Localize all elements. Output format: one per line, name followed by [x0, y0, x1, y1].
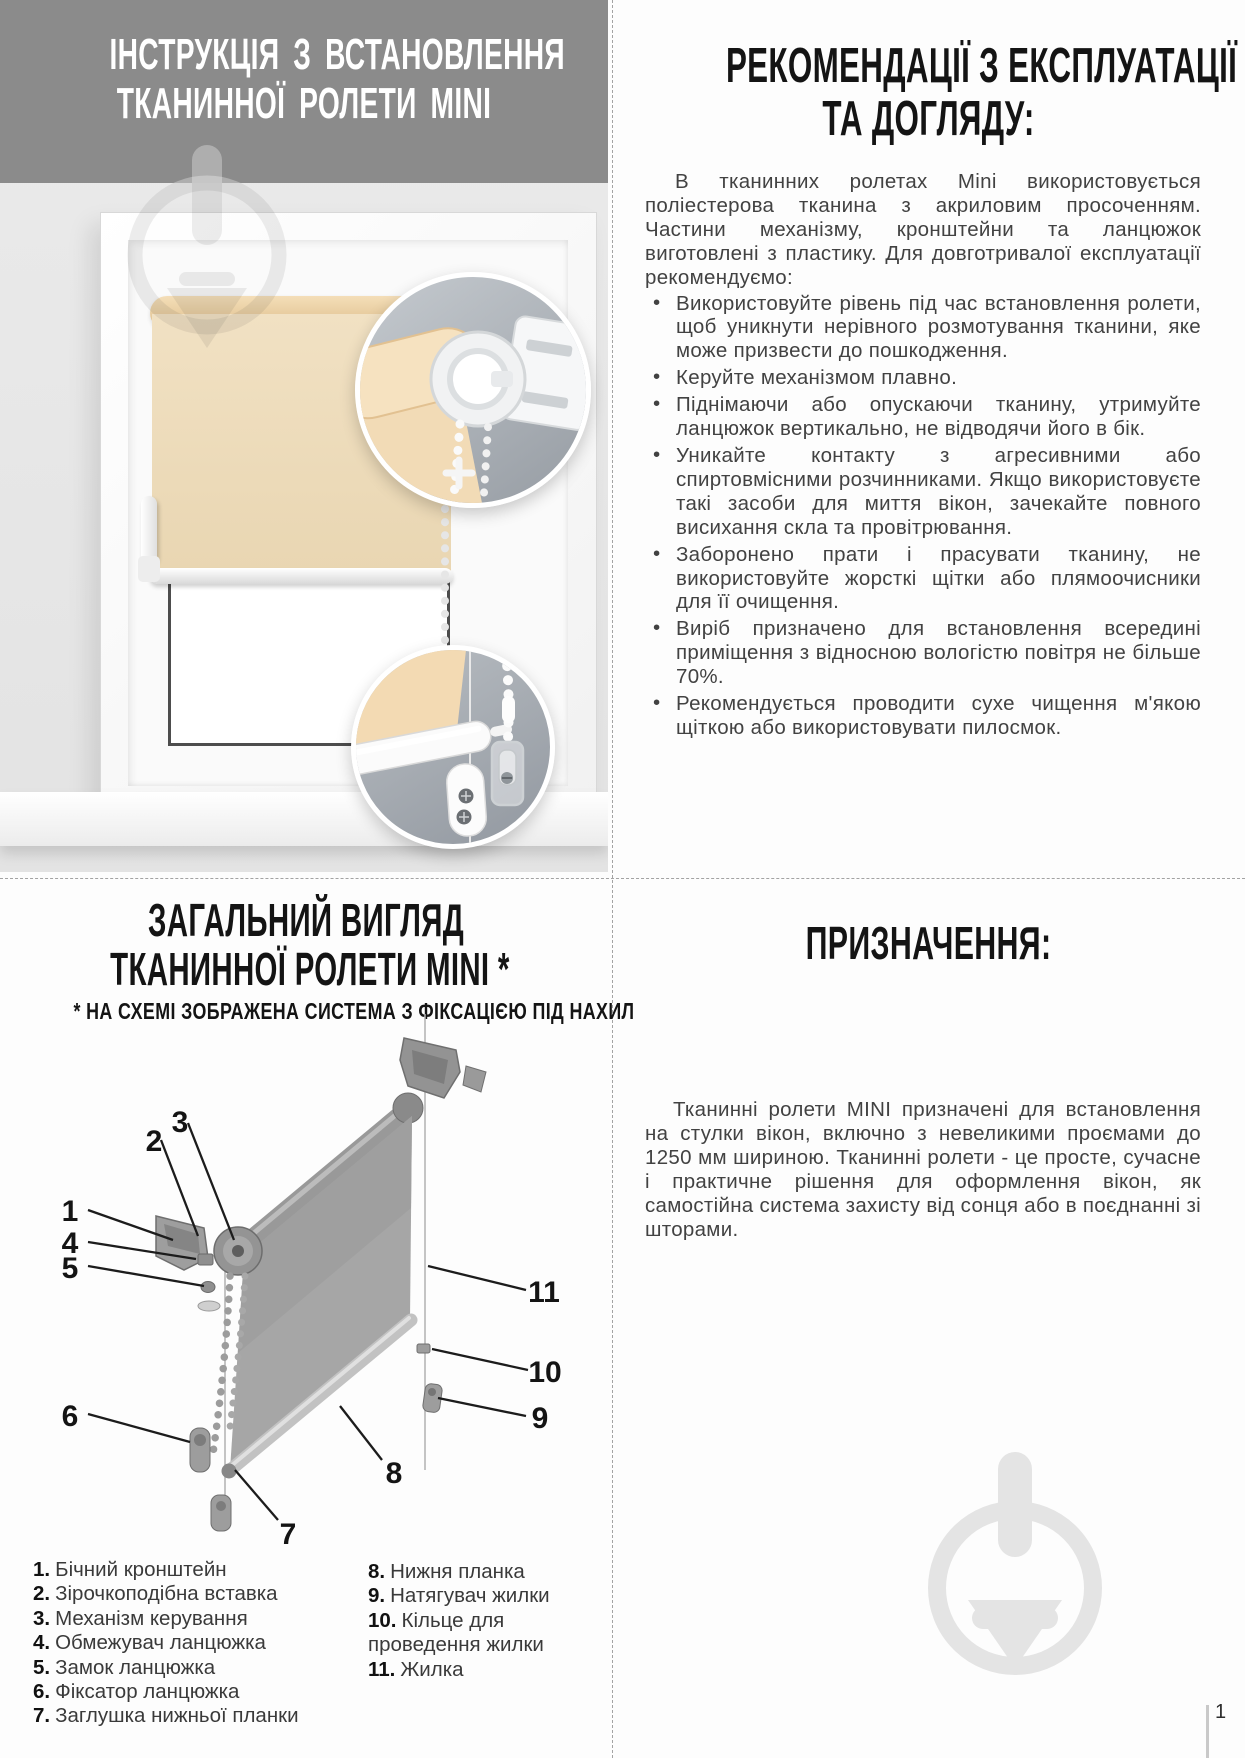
- roller-blind-diagram: [8, 1008, 588, 1556]
- mechanism-closeup-inset: [355, 272, 591, 508]
- care-bullet-text: Керуйте механізмом плавно.: [676, 366, 958, 390]
- legend-item: 9. Натягувач жилки: [368, 1584, 550, 1608]
- bead-chain-icon: [438, 505, 452, 650]
- roller-bottom-bar: [150, 568, 453, 584]
- care-bullet: [645, 444, 1201, 540]
- care-title-line1: РЕКОМЕНДАЦІЇ З ЕКСПЛУАТАЦІЇ: [725, 39, 1238, 93]
- legend-item: 11. Жилка: [368, 1657, 464, 1681]
- bottom-bar-cap: [222, 1464, 237, 1479]
- care-bullet: [645, 692, 1201, 740]
- callout-7: 7: [279, 1518, 297, 1551]
- callout-6: 6: [61, 1400, 79, 1433]
- overview-title-line1: ЗАГАЛЬНИЙ ВИГЛЯД: [147, 894, 465, 946]
- page-number: 1: [1215, 1701, 1227, 1723]
- tensioner-closeup-inset: [351, 645, 555, 849]
- install-photo-section: [0, 0, 608, 872]
- care-bullet-text: Заборонено прати і прасувати тканину, не використовуйте жорсткі щітки або плямоочисники для її очищення.: [676, 542, 1201, 614]
- legend-item: 2. Зірочкоподібна вставка: [33, 1582, 278, 1606]
- legend-item: 8. Нижня планка: [368, 1560, 525, 1583]
- care-bullet-text: Рекомендується проводити сухе чищення м'якою щіткою або використовувати пилосмок.: [676, 692, 1201, 739]
- vertical-divider: [612, 0, 613, 1758]
- care-intro: В тканинних ролетах Mini використовується поліестерова тканина з акриловим просоченням. Частини механізму, кронштейни та ланцюжок виготовлені з пластику. Для довготривалої експлуатації рекомендуємо:: [645, 170, 1201, 289]
- legend-item: 4. Обмежувач ланцюжка: [33, 1631, 266, 1655]
- end-cap-piece: [198, 1301, 220, 1311]
- callout-3: 3: [171, 1106, 189, 1139]
- chain-limiter: [198, 1254, 213, 1265]
- install-title-line2: ТКАНИННОЇ РОЛЕТИ MINI: [116, 79, 492, 128]
- callout-4: 4: [61, 1227, 79, 1260]
- overview-title-line2: ТКАНИННОЇ РОЛЕТИ MINI *: [110, 943, 510, 995]
- horizontal-divider: [0, 878, 1245, 879]
- bullet-dot: •: [653, 392, 661, 416]
- callout-2: 2: [145, 1125, 163, 1158]
- callout-9: 9: [531, 1402, 549, 1435]
- legend-item: 6. Фіксатор ланцюжка: [33, 1680, 240, 1704]
- bullet-dot: •: [653, 691, 661, 715]
- legend-item: 1. Бічний кронштейн: [33, 1558, 227, 1581]
- care-bullet-text: Піднімаючи або опускаючи тканину, утримуйте ланцюжок вертикально, не відводячи його в бік.: [676, 393, 1201, 441]
- bullet-dot: •: [653, 442, 661, 466]
- page-number-rule: [1206, 1705, 1209, 1758]
- callout-5: 5: [61, 1252, 79, 1285]
- legend-right-column: [368, 1560, 586, 1682]
- install-title: [0, 30, 608, 128]
- care-bullet-list: [645, 292, 1201, 740]
- purpose-body: Тканинні ролети MINI призначені для встановлення на стулки вікон, включно з невеликими проємами до 1250 мм шириною. Тканинні ролети - це просте, сучасне і практичне рішення для оформлення вікон, як самостійна система захисту від сонця або в поєднанні зі шторами.: [645, 1098, 1201, 1241]
- brand-watermark-icon: [920, 1440, 1120, 1690]
- purpose-title: ПРИЗНАЧЕННЯ:: [805, 917, 1052, 969]
- star-insert-top: [463, 1066, 486, 1092]
- callout-1: 1: [61, 1195, 79, 1228]
- care-bullet: [645, 617, 1201, 689]
- care-title: [612, 40, 1245, 146]
- tensioner-closeup-icon: [356, 650, 550, 844]
- legend-item: 7. Заглушка нижньої планки: [33, 1704, 299, 1728]
- bullet-dot: •: [653, 290, 661, 314]
- care-bullet-text: Уникайте контакту з агресивними або спиртовмісними розчинниками. Якщо використовуєте такі засоби для миття вікон, зачекайте повного висихання скла та провітрювання.: [676, 443, 1201, 539]
- care-bullet: [645, 543, 1201, 615]
- care-bullet: [645, 393, 1201, 441]
- cord-ring: [417, 1344, 430, 1353]
- bullet-dot: •: [653, 616, 661, 640]
- legend-item: 10. Кільце для проведення жилки: [368, 1608, 544, 1657]
- bullet-dot: •: [653, 541, 661, 565]
- install-title-line1: ІНСТРУКЦІЯ З ВСТАНОВЛЕННЯ: [109, 30, 565, 79]
- care-bullet-text: Використовуйте рівень під час встановлення ролети, щоб уникнути нерівного розмотування тканини, яке може призвести до пошкодження.: [676, 291, 1201, 363]
- chain-weight: [211, 1495, 231, 1531]
- callout-8: 8: [385, 1457, 403, 1490]
- legend-left-column: [33, 1558, 333, 1729]
- window-handle: [141, 496, 157, 564]
- care-bullet-text: Виріб призначено для встановлення всередині приміщення з відносною вологістю повітря не більше 70%.: [676, 617, 1201, 689]
- care-bullet: [645, 366, 1201, 390]
- brand-watermark-icon: [120, 130, 300, 183]
- window-handle-base: [138, 556, 160, 582]
- bullet-dot: •: [653, 365, 661, 389]
- overview-subtitle: * НА СХЕМІ ЗОБРАЖЕНА СИСТЕМА З ФІКСАЦІЄЮ ПІД НАХИЛ: [73, 998, 635, 1024]
- callout-10: 10: [528, 1356, 562, 1389]
- legend-item: 5. Замок ланцюжка: [33, 1655, 216, 1679]
- care-title-line2: ТА ДОГЛЯДУ:: [822, 92, 1035, 146]
- top-left-banner: [0, 0, 608, 183]
- care-body: [645, 170, 1201, 743]
- callout-11: 11: [528, 1276, 560, 1309]
- mechanism-closeup-icon: [360, 277, 586, 503]
- legend-item: 3. Механізм керування: [33, 1606, 248, 1630]
- overview-title: [0, 896, 612, 994]
- care-bullet: [645, 292, 1201, 364]
